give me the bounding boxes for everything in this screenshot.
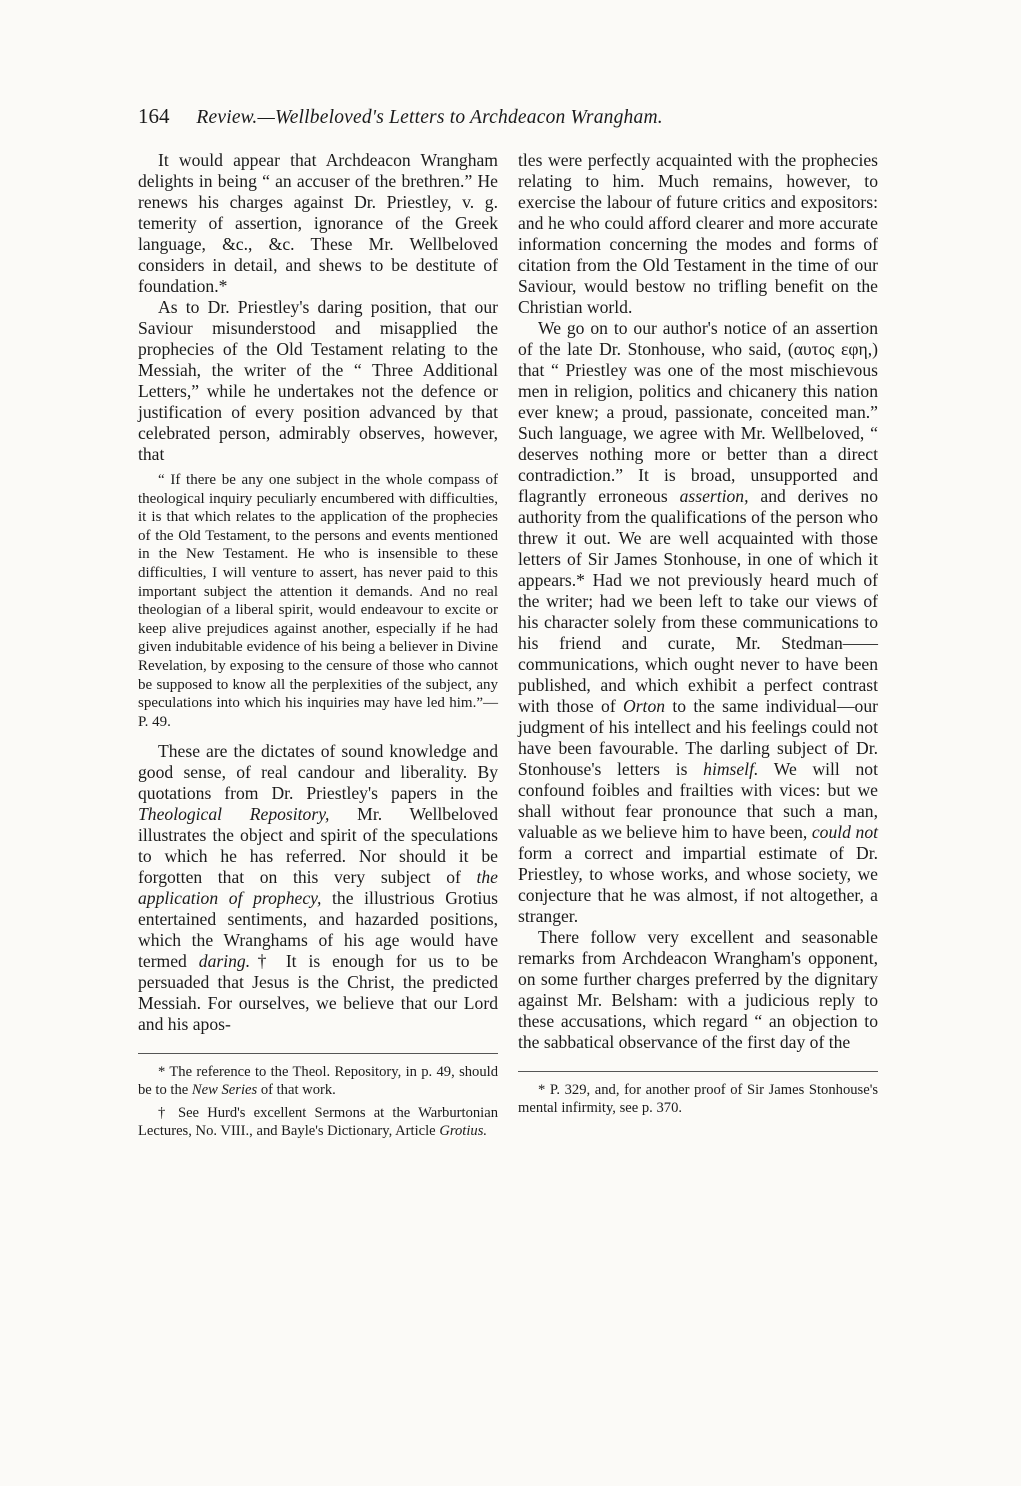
paragraph: There follow very excellent and seasonable remarks from Archdeacon Wrangham's opponent, on some further charges preferred by the dignitary against Mr. Belsham: with a judicious reply to these accusations, which regard “ an objection to the sabbatical observance of the first day of the: [518, 927, 878, 1052]
right-column: [518, 150, 878, 1117]
footnote-divider: [518, 1071, 878, 1072]
paragraph: It would appear that Archdeacon Wrangham delights in being “ an accuser of the brethren.” He renews his charges against Dr. Priestley, v. g. temerity of assertion, ignorance of the Greek language, &c., &c. These Mr. Wellbeloved considers in detail, and shews to be destitute of foundation.*: [138, 150, 498, 296]
paragraph: We go on to our author's notice of an assertion of the late Dr. Stonhouse, who said, (αυτος εφη,) that “ Priestley was one of the most mischievous men in religion, politics and chicanery this nation ever knew; a proud, passionate, conceited man.” Such language, we agree with Mr. Wellbeloved, “ deserves nothing more or better than a direct contradiction.” It is broad, unsupported and flagrantly erroneous assertion, and derives no authority from the qualifications of the person who threw it out. We are well acquainted with those letters of Sir James Stonhouse, in one of which it appears.* Had we not previously heard much of the writer; had we been left to take our views of his character solely from these communications to his friend and curate, Mr. Stedman——communications, which ought never to have been published, and which exhibit a perfect contrast with those of Orton to the same individual—our judgment of his intellect and his feelings could not have been favourable. The darling subject of Dr. Stonhouse's letters is himself. We will not confound foibles and frailties with vices: but we shall without fear pronounce that such a man, valuable as we believe him to have been, could not form a correct and impartial estimate of Dr. Priestley, to whose works, and whose society, we conjecture that he was almost, if not altogether, a stranger.: [518, 318, 879, 926]
page-number: 164: [138, 104, 170, 128]
footnote: * P. 329, and, for another proof of Sir James Stonhouse's mental infirmity, see p. 370.: [518, 1082, 878, 1116]
block-quote: “ If there be any one subject in the whole compass of theological inquiry peculiarly encumbered with difficulties, it is that which relates to the application of the prophecies of the Old Testament, to the persons and events mentioned in the New Testament. He who is insensible to these difficulties, I will venture to assert, has never paid to this important subject the attention it demands. And no real theologian of a liberal spirit, would endeavour to excite or keep alive prejudices against another, especially if he had given indubitable evidence of his being a believer in Divine Revelation, by exposing to the censure of those who cannot be supposed to know all the perplexities of the subject, any speculations into which his inquiries may have led him.”—P. 49.: [138, 472, 498, 730]
footnote: † See Hurd's excellent Sermons at the Warburtonian Lectures, No. VIII., and Bayle's Dictionary, Article Grotius.: [138, 1105, 498, 1139]
running-header: [138, 104, 898, 134]
paragraph: As to Dr. Priestley's daring position, that our Saviour misunderstood and misapplied the prophecies of the Old Testament relating to the Messiah, the writer of the “ Three Additional Letters,” while he undertakes not the defence or justification of every position advanced by that celebrated person, admirably observes, however, that: [138, 297, 498, 464]
running-title: Review.—Wellbeloved's Letters to Archdeacon Wrangham.: [196, 107, 663, 128]
paragraph: tles were perfectly acquainted with the prophecies relating to him. Much remains, however, to exercise the labour of future critics and expositors: and he who could afford clearer and more accurate information concerning the modes and forms of citation from the Old Testament in the time of our Saviour, would bestow no trifling benefit on the Christian world.: [518, 150, 878, 317]
footnote-divider: [138, 1053, 498, 1054]
footnote: * The reference to the Theol. Repository, in p. 49, should be to the New Series of that work.: [138, 1064, 498, 1098]
paragraph: These are the dictates of sound knowledge and good sense, of real candour and liberality. By quotations from Dr. Priestley's papers in the Theological Repository, Mr. Wellbeloved illustrates the object and spirit of the speculations to which he has referred. Nor should it be forgotten that on this very subject of the application of prophecy, the illustrious Grotius entertained sentiments, and hazarded positions, which the Wranghams of his age would have termed daring.† It is enough for us to be persuaded that Jesus is the Christ, the predicted Messiah. For ourselves, we believe that our Lord and his apos-: [138, 741, 499, 1035]
left-column: [138, 150, 498, 1140]
